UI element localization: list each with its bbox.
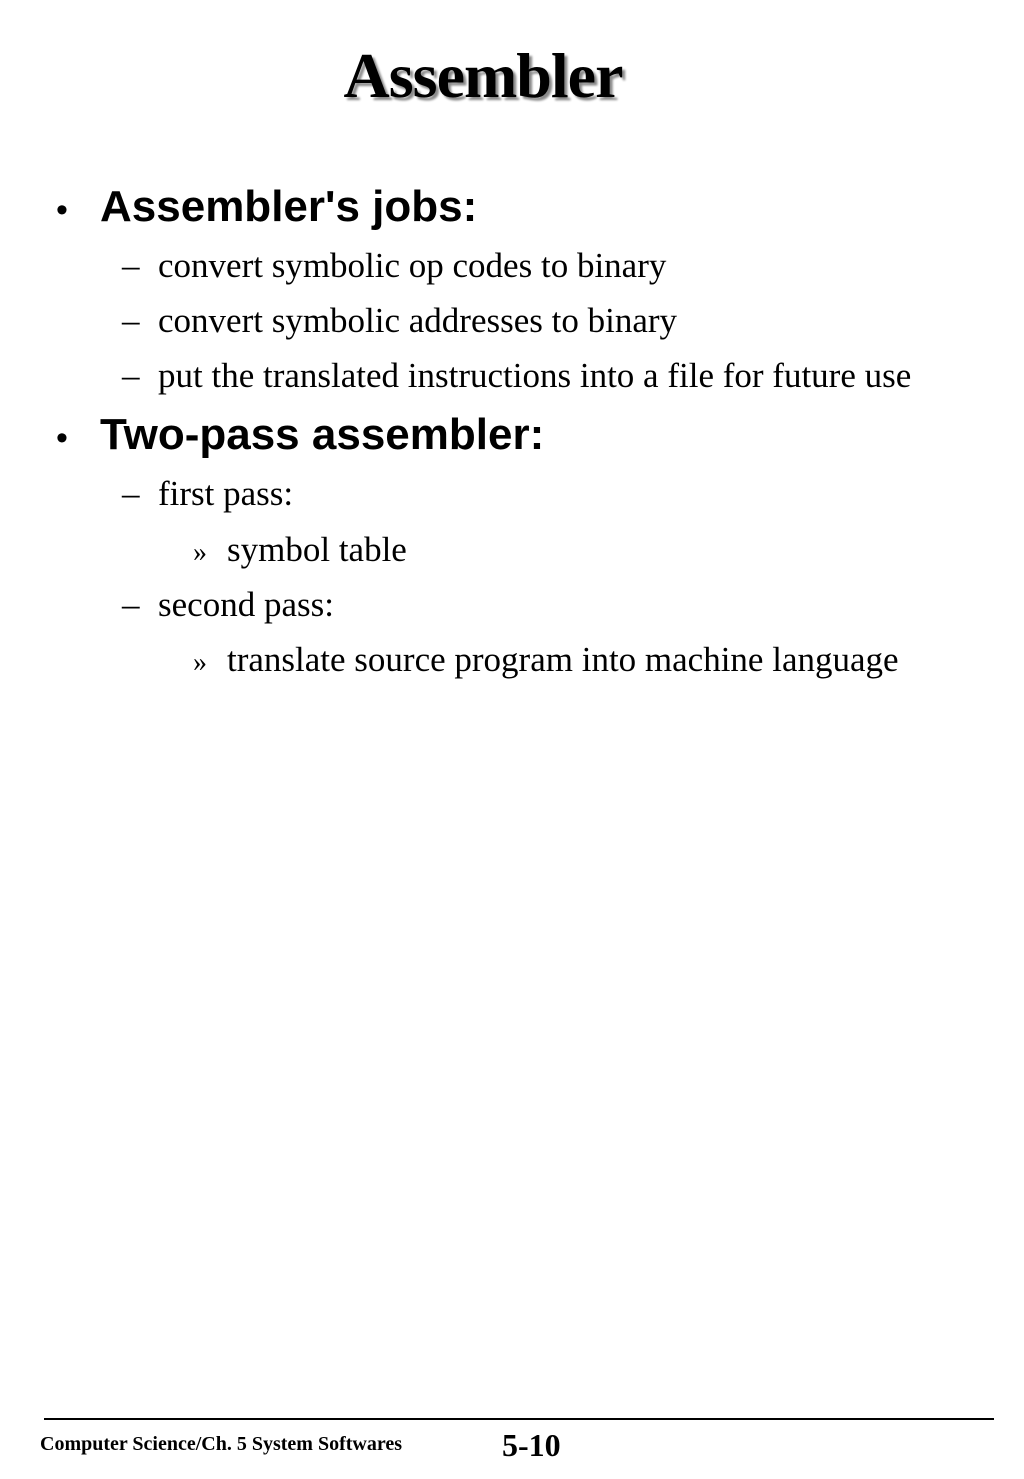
list-item-label: put the translated instructions into a file for future use [158,356,912,395]
list-item [122,472,293,516]
list-item-label: convert symbolic op codes to binary [158,246,667,285]
dash-marker: – [122,585,140,624]
dash-marker: – [122,246,140,285]
dash-marker: – [122,474,140,513]
list-item-label: second pass: [158,585,334,624]
section-heading-two-pass [56,408,544,465]
list-item-label: convert symbolic addresses to binary [158,301,678,340]
list-item [122,583,334,627]
chevron-marker: » [193,647,207,678]
dash-marker: – [122,301,140,340]
chevron-marker: » [193,537,207,568]
section-heading-label: Assembler's jobs: [100,182,478,231]
sub-list-item-label: symbol table [227,530,407,569]
bullet-marker: • [56,191,68,229]
sub-list-item [193,638,899,685]
list-item-label: first pass: [158,474,294,513]
sub-list-item [193,528,407,575]
list-item [122,354,911,398]
bullet-marker: • [56,419,68,457]
section-heading-jobs [56,180,477,237]
section-heading-label: Two-pass assembler: [100,410,545,459]
footer-course-label: Computer Science/Ch. 5 System Softwares [40,1433,403,1455]
list-item [122,299,677,343]
slide-title: Assembler [343,40,623,111]
list-item [122,244,666,288]
footer-divider [44,1418,994,1420]
page-number: 5-10 [502,1427,561,1463]
dash-marker: – [122,356,140,395]
sub-list-item-label: translate source program into machine language [227,640,899,679]
